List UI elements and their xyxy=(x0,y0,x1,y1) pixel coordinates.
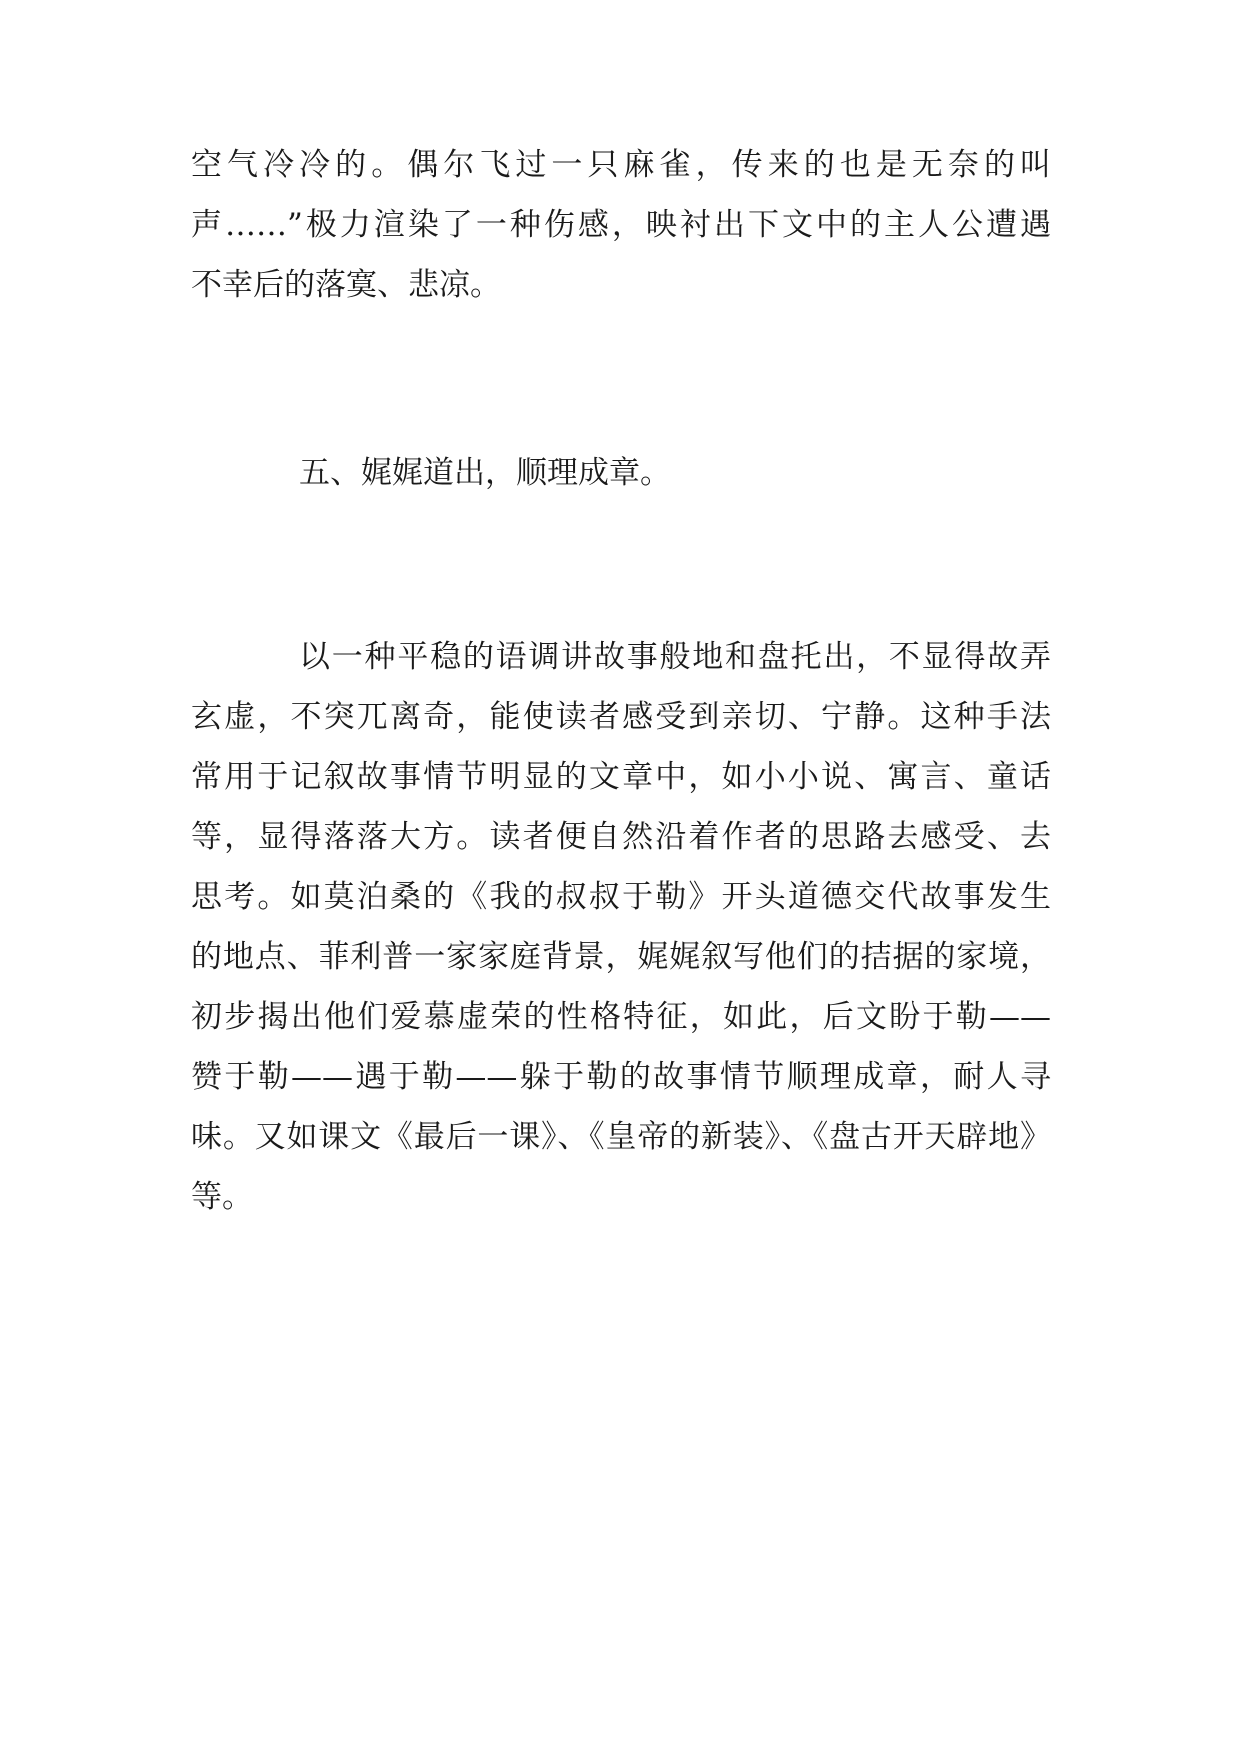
text-line: 味。又如课文《最后一课》、《皇帝的新装》、《盘古开天辟地》 xyxy=(191,1119,1051,1155)
text-line: 以一种平稳的语调讲故事般地和盘托出，不显得故弄 xyxy=(299,639,1051,675)
text-line: 的地点、菲利普一家家庭背景，娓娓叙写他们的拮据的家境， xyxy=(191,939,1051,975)
text-line: 思考。如莫泊桑的《我的叔叔于勒》开头道德交代故事发生 xyxy=(191,879,1051,915)
text-line: 常用于记叙故事情节明显的文章中，如小小说、寓言、童话 xyxy=(191,759,1051,795)
text-line: 等，显得落落大方。读者便自然沿着作者的思路去感受、去 xyxy=(191,819,1051,855)
text-line: 空气冷冷的。偶尔飞过一只麻雀，传来的也是无奈的叫 xyxy=(191,147,1051,183)
text-line: 赞于勒——遇于勒——躲于勒的故事情节顺理成章，耐人寻 xyxy=(191,1059,1051,1095)
text-line: 等。 xyxy=(191,1179,253,1215)
text-line: 初步揭出他们爱慕虚荣的性格特征，如此，后文盼于勒—— xyxy=(191,999,1051,1035)
text-line: 玄虚，不突兀离奇，能使读者感受到亲切、宁静。这种手法 xyxy=(191,699,1051,735)
text-line: 不幸后的落寞、悲凉。 xyxy=(191,267,501,303)
section-heading: 五、娓娓道出，顺理成章。 xyxy=(299,455,671,491)
text-line: 声……”极力渲染了一种伤感，映衬出下文中的主人公遭遇 xyxy=(191,207,1051,243)
